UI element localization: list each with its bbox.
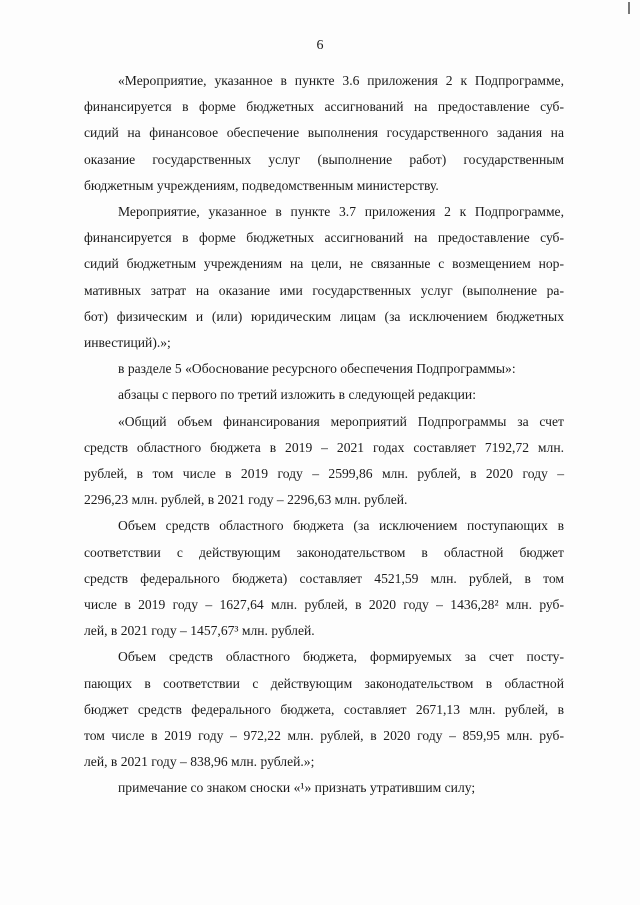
paragraph-measure-3-7 [84,199,564,356]
text-line: финансируется в форме бюджетных ассигнований на предоставление суб- [84,230,564,246]
text-line: инвестиций).»; [84,335,171,351]
text-line: средств федерального бюджета) составляет 4521,59 млн. рублей, в том [84,570,564,586]
text-line: 2296,23 млн. рублей, в 2021 году – 2296,63 млн. рублей. [84,492,408,508]
text-line: Мероприятие, указанное в пункте 3.7 приложения 2 к Подпрограмме, [118,204,564,220]
text-line: «Общий объем финансирования мероприятий Подпрограммы за счет [118,413,564,429]
text-line: «Мероприятие, указанное в пункте 3.6 приложения 2 к Подпрограмме, [118,73,564,88]
text-line: лей, в 2021 году – 1457,67³ млн. рублей. [84,623,315,639]
text-line: бот) физическим и (или) юридическим лицам (за исключением бюджетных [84,308,564,324]
text-line: сидий бюджетным учреждениям на цели, не связанные с возмещением нор- [84,256,564,272]
paragraph-regional-budget [84,513,564,644]
text-line: рублей, в том числе в 2019 году – 2599,86 млн. рублей, в 2020 году – [84,466,564,482]
paragraph-section-5 [84,356,564,382]
text-line: том числе в 2019 году – 972,22 млн. рублей, в 2020 году – 859,95 млн. руб- [84,728,564,744]
paragraph-abzacy [84,382,564,408]
paragraph-federal-funds [84,644,564,775]
text-line: мативных затрат на оказание ими государственных услуг (выполнение ра- [84,282,564,298]
text-line: пающих в соответствии с действующим законодательством в областной [84,675,564,691]
paragraph-total-volume [84,409,564,514]
document-body [84,68,564,802]
text-line: Объем средств областного бюджета (за исключением поступающих в [118,518,564,534]
text-line: соответствии с действующим законодательством в областной бюджет [84,544,564,560]
text-line: бюджет средств федерального бюджета, составляет 2671,13 млн. рублей, в [84,701,564,717]
text-line: сидий на финансовое обеспечение выполнения государственного задания на [84,125,564,141]
text-line: Объем средств областного бюджета, формируемых за счет посту- [118,649,564,665]
text-line: в разделе 5 «Обоснование ресурсного обеспечения Подпрограммы»: [118,361,516,377]
scan-artifact [628,2,630,14]
text-line: бюджетным учреждениям, подведомственным министерству. [84,177,439,193]
text-line: средств областного бюджета в 2019 – 2021 годах составляет 7192,72 млн. [84,439,564,455]
text-line: финансируется в форме бюджетных ассигнований на предоставление суб- [84,99,564,115]
page-number: 6 [316,38,324,53]
text-line: лей, в 2021 году – 838,96 млн. рублей.»; [84,754,315,770]
paragraph-footnote-note [84,775,564,801]
text-line: абзацы с первого по третий изложить в следующей редакции: [118,387,476,403]
text-line: числе в 2019 году – 1627,64 млн. рублей, в 2020 году – 1436,28² млн. руб- [84,597,564,613]
paragraph-measure-3-6 [84,68,564,199]
text-line: оказание государственных услуг (выполнение работ) государственным [84,151,564,167]
text-line: примечание со знаком сноски «¹» признать утратившим силу; [118,780,476,796]
